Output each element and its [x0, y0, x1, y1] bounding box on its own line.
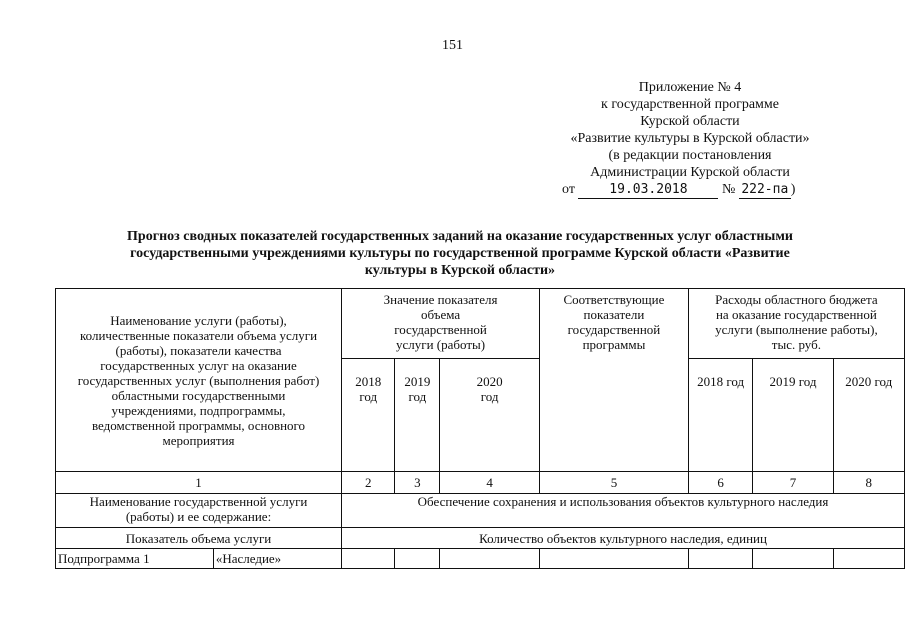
subprogram-name: «Наследие»: [213, 549, 341, 569]
column-number: 1: [56, 472, 342, 494]
column-number: 8: [833, 472, 904, 494]
order-date: 19.03.2018: [578, 181, 718, 199]
header-indicator-value: Значение показателя объема государственной услуги (работы): [342, 289, 540, 359]
indicator-row-label: Показатель объема услуги: [56, 528, 342, 549]
header-budget-year: 2020 год: [833, 359, 904, 472]
table-cell-empty: [833, 549, 904, 569]
appendix-line: (в редакции постановления: [608, 148, 772, 163]
table-cell-empty: [540, 549, 689, 569]
appendix-line: Приложение № 4: [638, 80, 742, 95]
header-service-name: Наименование услуги (работы), количественные показатели объема услуги (работы), показатели качества государственных услуг на оказание государственных услуг (выполнения работ) областными государственными учреждениями, подпрограммы, ведомственной программы, основного мероприятия: [56, 289, 342, 472]
header-budget-expenses: Расходы областного бюджета на оказание государственной услуги (выполнение работы), тыс. руб.: [688, 289, 904, 359]
title-line: Прогноз сводных показателей государственных заданий на оказание государственных услуг областными: [127, 229, 793, 244]
appendix-block: [540, 79, 840, 199]
column-number: 3: [395, 472, 440, 494]
order-number: 222-па: [739, 181, 791, 199]
appendix-line: Администрации Курской области: [590, 165, 790, 180]
column-number: 6: [688, 472, 753, 494]
table-cell-empty: [688, 549, 753, 569]
title-line: культуры в Курской области»: [364, 263, 556, 278]
appendix-line: Курской области: [640, 114, 740, 129]
appendix-line: к государственной программе: [601, 97, 779, 112]
header-budget-year: 2019 год: [753, 359, 833, 472]
header-value-year: 2020 год: [440, 359, 540, 472]
forecast-table: [55, 288, 905, 569]
service-row-label: Наименование государственной услуги (работы) и ее содержание:: [56, 494, 342, 528]
header-value-year: 2019 год: [395, 359, 440, 472]
header-program-indicators: Соответствующие показатели государственной программы: [540, 289, 689, 472]
header-budget-year: 2018 год: [688, 359, 753, 472]
column-number: 4: [440, 472, 540, 494]
number-label: №: [721, 182, 736, 197]
from-label: от: [562, 182, 575, 197]
column-number: 5: [540, 472, 689, 494]
order-reference: [540, 181, 840, 199]
subprogram-label: Подпрограмма 1: [56, 549, 214, 569]
column-number: 2: [342, 472, 395, 494]
table-cell-empty: [395, 549, 440, 569]
column-number: 7: [753, 472, 833, 494]
table-cell-empty: [753, 549, 833, 569]
close-paren: ): [790, 182, 796, 197]
service-row-value: Обеспечение сохранения и использования объектов культурного наследия: [342, 494, 905, 528]
header-value-year: 2018 год: [342, 359, 395, 472]
table-cell-empty: [440, 549, 540, 569]
document-title: [90, 228, 830, 279]
table-cell-empty: [342, 549, 395, 569]
title-line: государственными учреждениями культуры по государственной программе Курской области «Развитие: [130, 246, 790, 261]
indicator-row-value: Количество объектов культурного наследия, единиц: [342, 528, 905, 549]
appendix-line: «Развитие культуры в Курской области»: [570, 131, 810, 146]
page-number: 151: [442, 38, 463, 53]
